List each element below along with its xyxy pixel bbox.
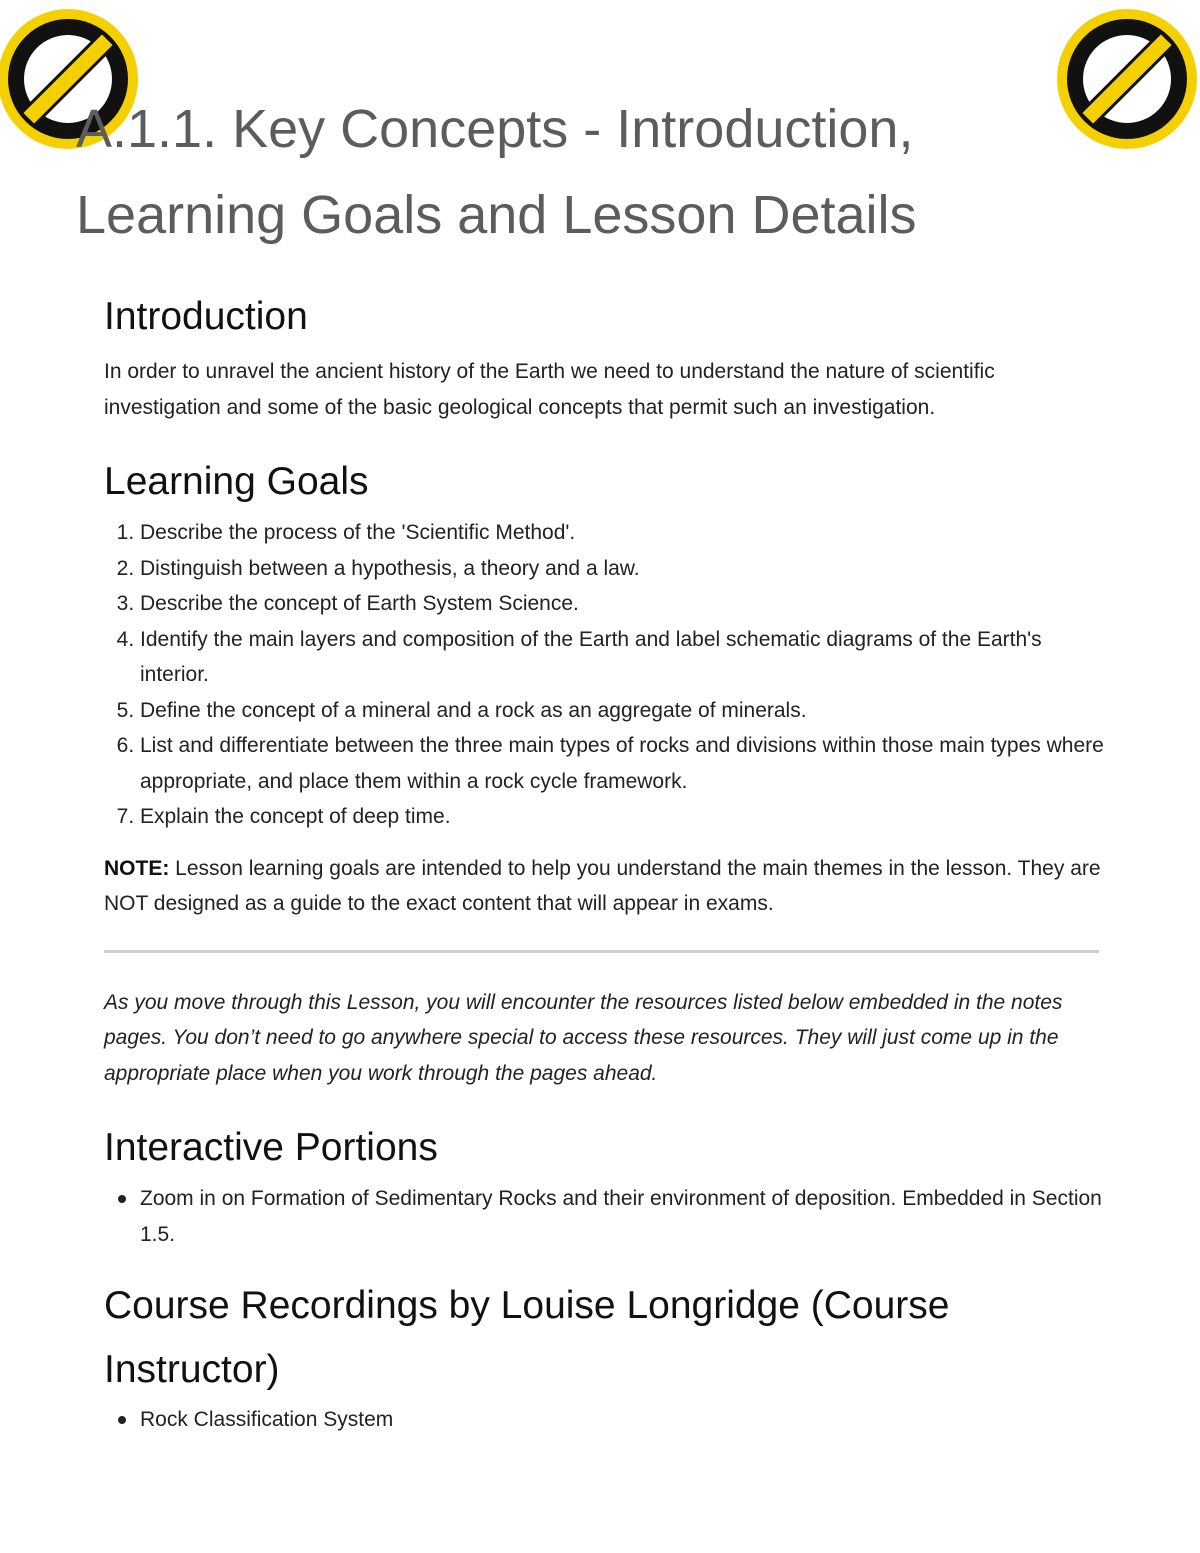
page-title: A.1.1. Key Concepts - Introduction, Learning Goals and Lesson Details [76, 99, 917, 245]
interactive-portions-heading: Interactive Portions [104, 1126, 438, 1169]
introduction-heading: Introduction [104, 295, 308, 338]
resources-note: As you move through this Lesson, you will encounter the resources listed below embedded in the notes pages. You don’t need to go anywhere special to access these resources. They will just come up in the appropriate place when you work through the pages ahead. [104, 990, 1063, 1085]
badge-starburst [1057, 9, 1197, 149]
learning-goals-heading: Learning Goals [104, 460, 369, 503]
section-divider [104, 950, 1099, 953]
introduction-text: In order to unravel the ancient history of the Earth we need to understand the nature of scientific investigation and some of the basic geological concepts that permit such an investigation. [104, 360, 995, 419]
learning-goal-item: 5. Define the concept of a mineral and a rock as an aggregate of minerals. [140, 693, 1104, 729]
learning-goal-item: 4. Identify the main layers and composition of the Earth and label schematic diagrams of the Earth's interior. [140, 622, 1104, 693]
learning-goal-item: 7. Explain the concept of deep time. [140, 799, 1104, 835]
course-recordings-list [104, 1402, 1104, 1438]
learning-goal-item: 3. Describe the concept of Earth System Science. [140, 586, 1104, 622]
learning-goals-list [104, 515, 1104, 835]
interactive-portions-list [104, 1181, 1104, 1252]
learning-goals-note [104, 851, 1104, 922]
learning-goal-item: 6. List and differentiate between the three main types of rocks and divisions within those main types where appropriate, and place them within a rock cycle framework. [140, 728, 1104, 799]
course-recording-item: Rock Classification System [140, 1402, 1104, 1438]
note-label: NOTE: [104, 856, 170, 880]
course-recordings-heading: Course Recordings by Louise Longridge (Course Instructor) [104, 1284, 950, 1391]
learning-goal-item: 1. Describe the process of the 'Scientific Method'. [140, 515, 1104, 551]
interactive-portion-item: Zoom in on Formation of Sedimentary Rocks and their environment of deposition. Embedded in Section 1.5. [140, 1181, 1104, 1252]
learning-goal-item: 2. Distinguish between a hypothesis, a theory and a law. [140, 551, 1104, 587]
main-content [104, 284, 1104, 1438]
note-text: Lesson learning goals are intended to help you understand the main themes in the lesson. They are NOT designed as a guide to the exact content that will appear in exams. [104, 856, 1101, 915]
